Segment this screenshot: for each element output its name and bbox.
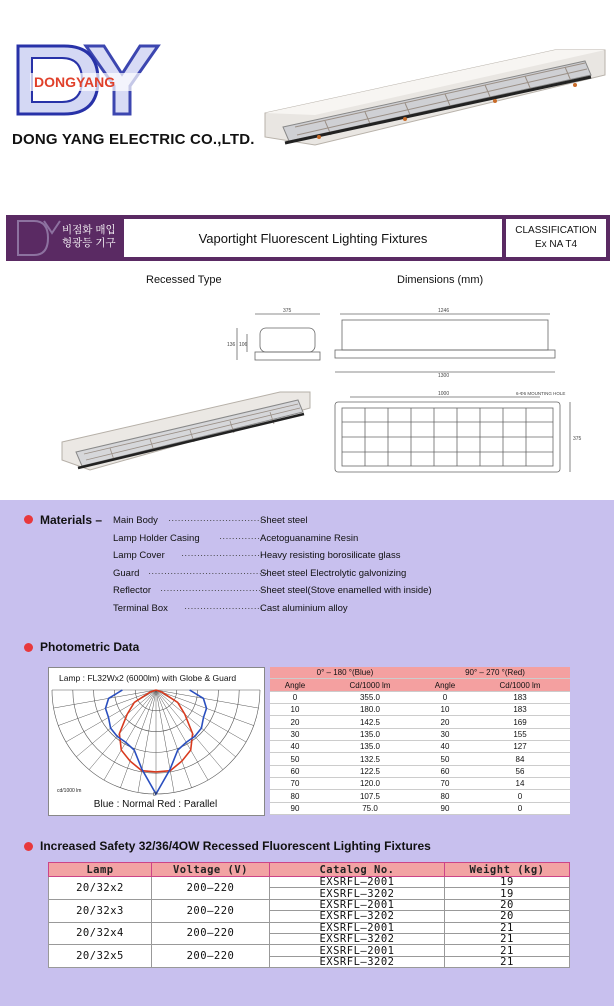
photometric-row: [270, 790, 570, 802]
leader-dots: ··························: [181, 550, 264, 562]
angle-cell: 20: [270, 716, 320, 728]
classification-value: Ex NA T4: [534, 239, 578, 250]
photometric-row: [270, 704, 570, 716]
dongyang-logo: [12, 40, 162, 120]
catalog-table: [48, 862, 570, 968]
material-name: Terminal Box: [113, 602, 168, 614]
cd-cell: 120.0: [320, 778, 420, 790]
catalog-no-cell: EXSRFL–3202: [270, 888, 445, 899]
catalog-col-weight: Weight (kg): [445, 863, 570, 877]
weight-cell: 21: [445, 922, 570, 933]
title-bar-brand: [6, 215, 124, 261]
cd-cell: 183: [470, 691, 570, 703]
product-title: Vaportight Fluorescent Lighting Fixtures: [124, 219, 502, 257]
svg-text:DONGYANG: DONGYANG: [34, 74, 116, 90]
photometric-row: [270, 802, 570, 814]
angle-cell: 50: [420, 753, 470, 765]
korean-title-line1: 비점화 매입: [62, 224, 116, 236]
classification-box: [506, 219, 606, 257]
angle-cell: 40: [270, 741, 320, 753]
col-cd-header: Cd/1000 lm: [320, 679, 420, 691]
lamp-caption: Lamp : FL32Wx2 (6000lm) with Globe & Guard: [59, 673, 237, 683]
top-view-drawing: [330, 388, 585, 478]
dim-1000: 1000: [438, 391, 450, 397]
cd-cell: 14: [470, 778, 570, 790]
weight-cell: 20: [445, 911, 570, 922]
lamp-cell: 20/32x5: [49, 945, 152, 968]
angle-cell: 90: [270, 802, 320, 814]
dim-375-top: 375: [283, 308, 292, 314]
angle-cell: 40: [420, 741, 470, 753]
catalog-bullet-icon: [24, 842, 33, 851]
polar-chart-box: [48, 667, 265, 816]
cd-cell: 142.5: [320, 716, 420, 728]
material-row: [0, 547, 614, 565]
col-cd-header: Cd/1000 lm: [470, 679, 570, 691]
weight-cell: 21: [445, 933, 570, 944]
voltage-cell: 200–220: [152, 922, 270, 945]
cd-cell: 75.0: [320, 802, 420, 814]
recessed-fixture-illustration: [60, 380, 315, 480]
dim-136: 136: [227, 342, 236, 348]
material-name: Reflector: [113, 585, 152, 597]
angle-cell: 10: [270, 704, 320, 716]
catalog-no-cell: EXSRFL–3202: [270, 933, 445, 944]
voltage-cell: 200–220: [152, 945, 270, 968]
catalog-no-cell: EXSRFL–2001: [270, 899, 445, 910]
leader-dots: ·································: [160, 585, 265, 597]
unit-label: cd/1000 lm: [57, 788, 82, 794]
voltage-cell: 200–220: [152, 877, 270, 900]
dim-1246: 1246: [438, 308, 450, 314]
catalog-row: [49, 877, 570, 888]
cd-cell: 135.0: [320, 741, 420, 753]
cd-cell: 0: [470, 802, 570, 814]
material-value: Acetoguanamine Resin: [260, 532, 359, 544]
material-name: Main Body: [113, 515, 158, 526]
cd-cell: 183: [470, 704, 570, 716]
cd-cell: 127: [470, 741, 570, 753]
lamp-cell: 20/32x4: [49, 922, 152, 945]
catalog-no-cell: EXSRFL–2001: [270, 945, 445, 956]
material-value: Heavy resisting borosilicate glass: [260, 550, 401, 562]
photometric-row: [270, 778, 570, 790]
col-angle-header: Angle: [420, 679, 470, 691]
company-name: DONG YANG ELECTRIC CO.,LTD.: [12, 131, 255, 148]
material-name: Lamp Cover: [113, 550, 165, 562]
photometric-row: [270, 741, 570, 753]
material-row: [0, 582, 614, 600]
dim-1300: 1300: [438, 373, 450, 379]
photometric-row: [270, 716, 570, 728]
front-view-drawing: [330, 306, 580, 379]
leader-dots: ·······························: [168, 515, 267, 526]
dimensions-label: Dimensions (mm): [397, 274, 484, 286]
cd-cell: 0: [470, 790, 570, 802]
catalog-no-cell: EXSRFL–2001: [270, 877, 445, 888]
materials-list: [0, 512, 614, 618]
angle-cell: 30: [420, 728, 470, 740]
angle-cell: 0: [270, 691, 320, 703]
group-header-blue: 0° – 180 °(Blue): [270, 667, 420, 679]
weight-cell: 21: [445, 956, 570, 967]
leader-dots: ······································: [148, 567, 269, 579]
recessed-type-label: Recessed Type: [146, 274, 222, 286]
lamp-cell: 20/32x2: [49, 877, 152, 900]
angle-cell: 80: [270, 790, 320, 802]
photometric-bullet-icon: [24, 643, 33, 652]
material-row: [0, 600, 614, 618]
material-value: Sheet steel Electrolytic galvonizing: [260, 567, 407, 579]
material-name: Guard: [113, 567, 140, 579]
leader-dots: ·························: [184, 602, 264, 614]
weight-cell: 19: [445, 888, 570, 899]
material-value: Sheet steel(Stove enamelled with inside): [260, 585, 432, 597]
weight-cell: 19: [445, 877, 570, 888]
photometric-table: [270, 667, 570, 815]
classification-label: CLASSIFICATION: [515, 225, 597, 236]
photometric-heading: Photometric Data: [40, 640, 140, 654]
material-row: [0, 530, 614, 548]
catalog-row: [49, 922, 570, 933]
lamp-cell: 20/32x3: [49, 899, 152, 922]
cd-cell: 107.5: [320, 790, 420, 802]
material-row: [0, 512, 614, 530]
cd-cell: 169: [470, 716, 570, 728]
dim-106: 106: [239, 342, 248, 348]
angle-cell: 0: [420, 691, 470, 703]
dim-375-side: 375: [573, 436, 582, 442]
korean-title-line2: 형광등 기구: [62, 237, 116, 249]
cd-cell: 84: [470, 753, 570, 765]
angle-cell: 10: [420, 704, 470, 716]
catalog-col-catalog-no: Catalog No.: [270, 863, 445, 877]
polar-chart: [55, 686, 258, 798]
materials-heading: Materials –: [40, 513, 103, 527]
photometric-row: [270, 691, 570, 703]
cd-cell: 180.0: [320, 704, 420, 716]
angle-cell: 70: [420, 778, 470, 790]
catalog-col-lamp: Lamp: [49, 863, 152, 877]
zero-degree-label: 0°: [153, 792, 158, 798]
angle-cell: 90: [420, 802, 470, 814]
weight-cell: 20: [445, 899, 570, 910]
voltage-cell: 200–220: [152, 899, 270, 922]
catalog-no-cell: EXSRFL–2001: [270, 922, 445, 933]
angle-cell: 30: [270, 728, 320, 740]
catalog-row: [49, 899, 570, 910]
angle-cell: 50: [270, 753, 320, 765]
polar-legend: Blue : Normal Red : Parallel: [93, 799, 218, 810]
catalog-heading: Increased Safety 32/36/4OW Recessed Fluorescent Lighting Fixtures: [40, 839, 431, 853]
catalog-no-cell: EXSRFL–3202: [270, 911, 445, 922]
angle-cell: 60: [420, 765, 470, 777]
catalog-col-voltage: Voltage (V): [152, 863, 270, 877]
photometric-row: [270, 753, 570, 765]
material-value: Cast aluminium alloy: [260, 602, 348, 614]
cd-cell: 122.5: [320, 765, 420, 777]
dim-mounting-hole: 6-Φ6 MOUNTING HOLE: [516, 391, 566, 396]
catalog-row: [49, 945, 570, 956]
cd-cell: 135.0: [320, 728, 420, 740]
weight-cell: 21: [445, 945, 570, 956]
leader-dots: ··············: [219, 532, 264, 544]
angle-cell: 80: [420, 790, 470, 802]
catalog-no-cell: EXSRFL–3202: [270, 956, 445, 967]
cd-cell: 132.5: [320, 753, 420, 765]
material-name: Lamp Holder Casing: [113, 532, 200, 544]
cd-cell: 355.0: [320, 691, 420, 703]
photometric-row: [270, 765, 570, 777]
angle-cell: 70: [270, 778, 320, 790]
material-value: Sheet steel: [260, 515, 308, 526]
angle-cell: 20: [420, 716, 470, 728]
brand-watermark-icon: [16, 219, 62, 257]
cd-cell: 56: [470, 765, 570, 777]
fixture-photo: [255, 45, 615, 150]
cd-cell: 155: [470, 728, 570, 740]
material-row: [0, 565, 614, 583]
group-header-red: 90° – 270 °(Red): [420, 667, 570, 679]
side-view-drawing: [225, 306, 325, 374]
col-angle-header: Angle: [270, 679, 320, 691]
photometric-row: [270, 728, 570, 740]
angle-cell: 60: [270, 765, 320, 777]
